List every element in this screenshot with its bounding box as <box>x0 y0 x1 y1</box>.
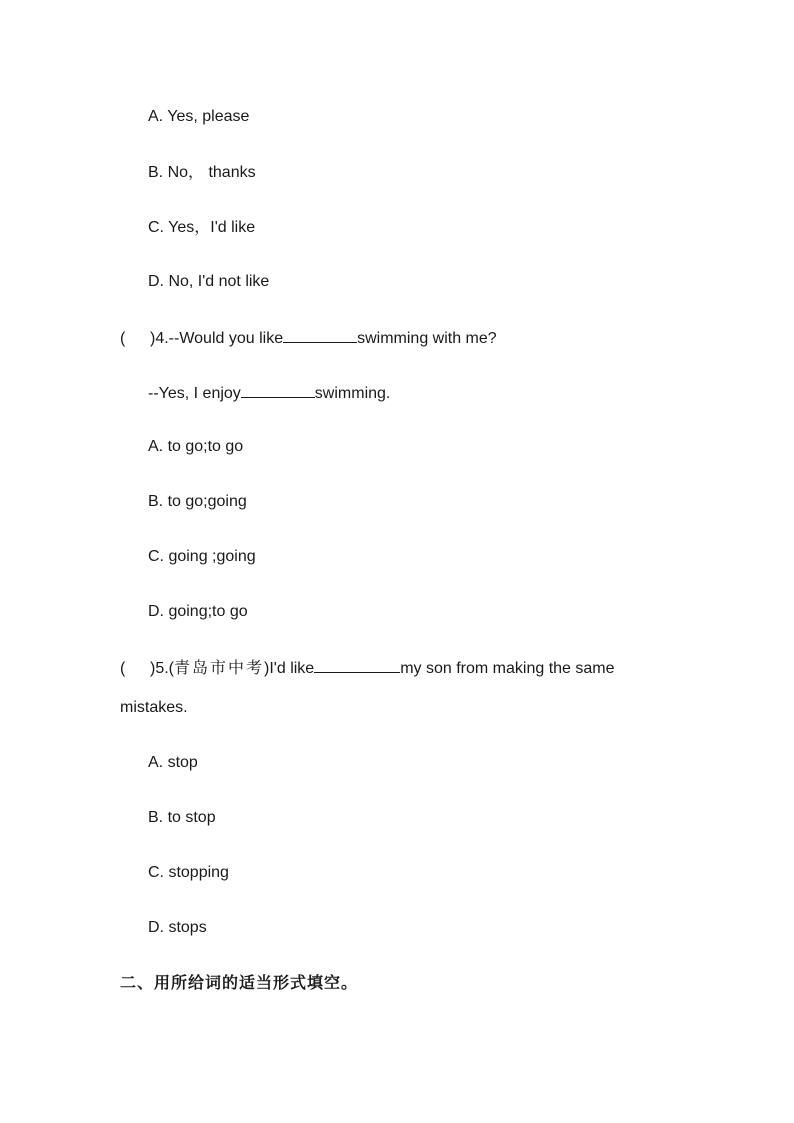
q3-option-c: C. Yes，I'd like <box>148 219 256 236</box>
q4-option-c: C. going ;going <box>148 548 256 565</box>
q4-blank-1[interactable] <box>283 326 357 343</box>
q4-stem-text: 4.--Would you like <box>155 330 284 347</box>
q5-source: 青岛市中考 <box>174 658 265 677</box>
q4-option-a: A. to go;to go <box>148 438 244 455</box>
q4-answer-paren-open: ( <box>120 330 126 347</box>
q5-option-a: A. stop <box>148 754 198 771</box>
q5-stem-continued: mistakes. <box>120 699 188 716</box>
q3-option-a: A. Yes, please <box>148 108 250 125</box>
q5-answer-paren-close: ) <box>150 660 156 677</box>
q5-option-d: D. stops <box>148 919 207 936</box>
q5-option-b: B. to stop <box>148 809 216 826</box>
q3-option-d: D. No, I'd not like <box>148 273 270 290</box>
section-two-title: 二、用所给词的适当形式填空。 <box>120 973 359 992</box>
q4-stem-text-after: swimming with me? <box>357 330 497 347</box>
q5-stem-text: )I'd like <box>264 660 315 677</box>
q4-blank-2[interactable] <box>241 381 315 398</box>
q5-number: 5.( <box>155 660 174 677</box>
q5-option-c: C. stopping <box>148 864 229 881</box>
q5-stem <box>120 656 615 680</box>
q4-stem <box>120 326 497 350</box>
q4-option-d: D. going;to go <box>148 603 248 620</box>
q5-blank[interactable] <box>314 656 400 673</box>
q4-reply <box>148 381 390 405</box>
q4-answer-paren-close: ) <box>150 330 156 347</box>
q4-reply-text: --Yes, I enjoy <box>148 385 241 402</box>
q5-answer-paren-open: ( <box>120 660 126 677</box>
q4-reply-text-after: swimming. <box>314 385 391 402</box>
q4-option-b: B. to go;going <box>148 493 247 510</box>
q3-option-b: B. No， thanks <box>148 164 256 181</box>
q5-stem-text-after: my son from making the same <box>400 660 615 677</box>
